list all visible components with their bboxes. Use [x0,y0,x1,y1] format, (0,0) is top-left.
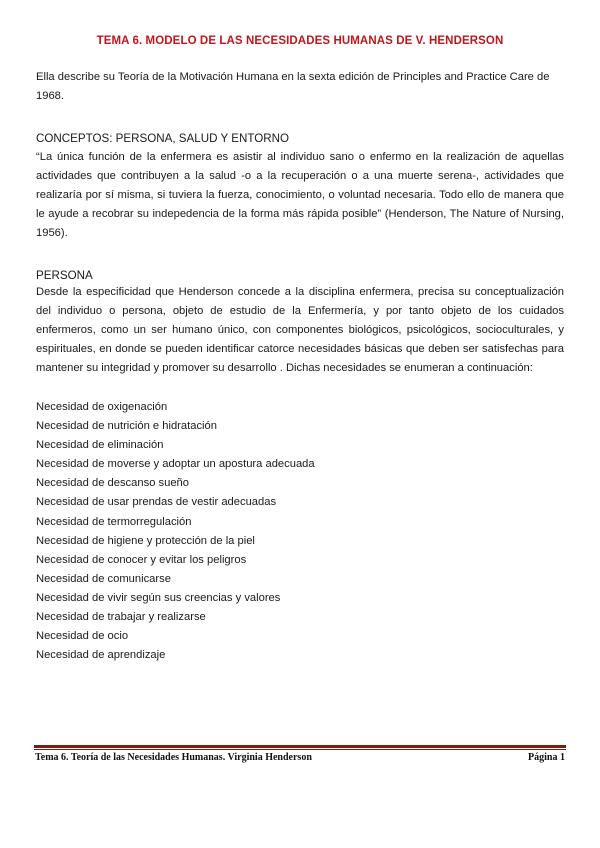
footer-document-label: Tema 6. Teoría de las Necesidades Humanas. Virginia Henderson [35,752,312,763]
list-item: Necesidad de nutrición e hidratación [36,420,217,433]
intro-paragraph: Ella describe su Teoría de la Motivación Humana en la sexta edición de Principles and Practice Care de 1968. [36,71,550,102]
list-item: Necesidad de usar prendas de vestir adecuadas [36,496,277,509]
list-item: Necesidad de oxigenación [36,401,168,413]
list-item: Necesidad de conocer y evitar los peligros [36,553,247,566]
list-item: Necesidad de descanso sueño [36,477,190,490]
persona-heading: PERSONA [36,269,93,282]
conceptos-heading: CONCEPTOS: PERSONA, SALUD Y ENTORNO [36,132,289,145]
footer-divider-thick [34,745,566,748]
list-item: Necesidad de higiene y protección de la piel [36,534,255,547]
list-item: Necesidad de aprendizaje [36,649,166,662]
list-item: Necesidad de termorregulación [36,515,192,528]
list-item: Necesidad de eliminación [36,439,164,452]
list-item: Necesidad de vivir según sus creencias y valores [36,591,281,604]
persona-paragraph: Desde la especificidad que Henderson concede a la disciplina enfermera, precisa su conceptualización del individuo o persona, objeto de estudio de la Enfermería, y por tanto objeto de los cuidados enfermeros, como un ser humano único, con componentes biológicos, psicológicos, socioculturales, y espirituales, en donde se pueden identificar catorce necesidades básicas que deben ser satisfechas para mantener su integridad y promover su desarrollo . Dichas necesidades se enumeran a continuación: [36,286,564,374]
henderson-quote-paragraph: “La única función de la enfermera es asistir al individuo sano o enfermo en la realización de aquellas actividades que contribuyen a la salud -o a la recuperación o a una muerte serena-, actividades que realizaría por sí misma, si tuviera la fuerza, conocimiento, o voluntad necesaria. Todo ello de manera que le ayude a recobrar su indepedencia de la forma más rápida posible” (Henderson, The Nature of Nursing, 1956). [36,151,564,239]
document-title: TEMA 6. MODELO DE LAS NECESIDADES HUMANAS DE V. HENDERSON [96,35,504,47]
list-item: Necesidad de comunicarse [36,572,171,585]
list-item: Necesidad de trabajar y realizarse [36,611,206,624]
list-item: Necesidad de moverse y adoptar un apostura adecuada [36,458,315,471]
list-item: Necesidad de ocio [36,630,129,643]
needs-list [36,398,315,665]
footer-page-number: Página 1 [528,752,565,763]
footer-divider-thin [34,749,566,750]
